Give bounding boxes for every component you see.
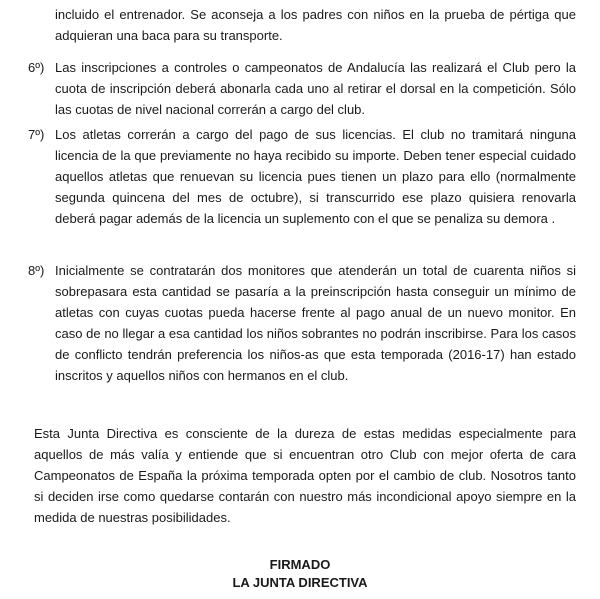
item-number: 8º) bbox=[28, 263, 45, 278]
continuation-text: incluido el entrenador. Se aconseja a los padres con niños en la prueba de pértiga que adquieran una baca para su transporte. bbox=[55, 7, 576, 43]
item-text: Las inscripciones a controles o campeonatos de Andalucía las realizará el Club pero la cuota de inscripción deberá abonarla cada uno al retirar el dorsal en la competición. Sólo las cuotas de nivel nacional correrán a cargo del club. bbox=[55, 60, 576, 117]
list-item-8 bbox=[28, 260, 576, 386]
item-text: Los atletas correrán a cargo del pago de sus licencias. El club no tramitará ninguna licencia de la que previamente no haya recibido su importe. Deben tener especial cuidado aquellos atletas que renuevan su licencia pues tienen un plazo para ello (normalmente segunda quincena del mes de octubre), si transcurrido ese plazo quisiera renovarla deberá pagar además de la licencia un suplemento con el que se penaliza su demora . bbox=[55, 127, 576, 226]
item-text: Inicialmente se contratarán dos monitores que atenderán un total de cuarenta niños si sobrepasara esta cantidad se pasaría a la preinscripción hasta conseguir un mínimo de atletas con cuyas cuotas pueda hacerse frente al pago anual de un nuevo monitor. En caso de no llegar a esa cantidad los niños sobrantes no podrán inscribirse. Para los casos de conflicto tendrán preferencia los niños-as que esta temporada (2016-17) han estado inscritos y aquellos niños con hermanos en el club. bbox=[55, 263, 576, 383]
signature-firmado: FIRMADO bbox=[269, 557, 331, 572]
list-item-7 bbox=[28, 124, 576, 229]
item-number: 6º) bbox=[28, 60, 45, 75]
item-number: 7º) bbox=[28, 127, 45, 142]
signature-junta-directiva: LA JUNTA DIRECTIVA bbox=[232, 575, 368, 590]
list-item-6 bbox=[28, 57, 576, 120]
closing-paragraph: Esta Junta Directiva es consciente de la dureza de estas medidas especialmente para aquellos de más valía y entiende que si encuentran otro Club con mejor oferta de cara Campeonatos de España la próxima temporada opten por el cambio de club. Nosotros tanto si deciden irse como quedarse contarán con nuestro más incondicional apoyo siempre en la medida de nuestras posibilidades. bbox=[34, 426, 576, 525]
